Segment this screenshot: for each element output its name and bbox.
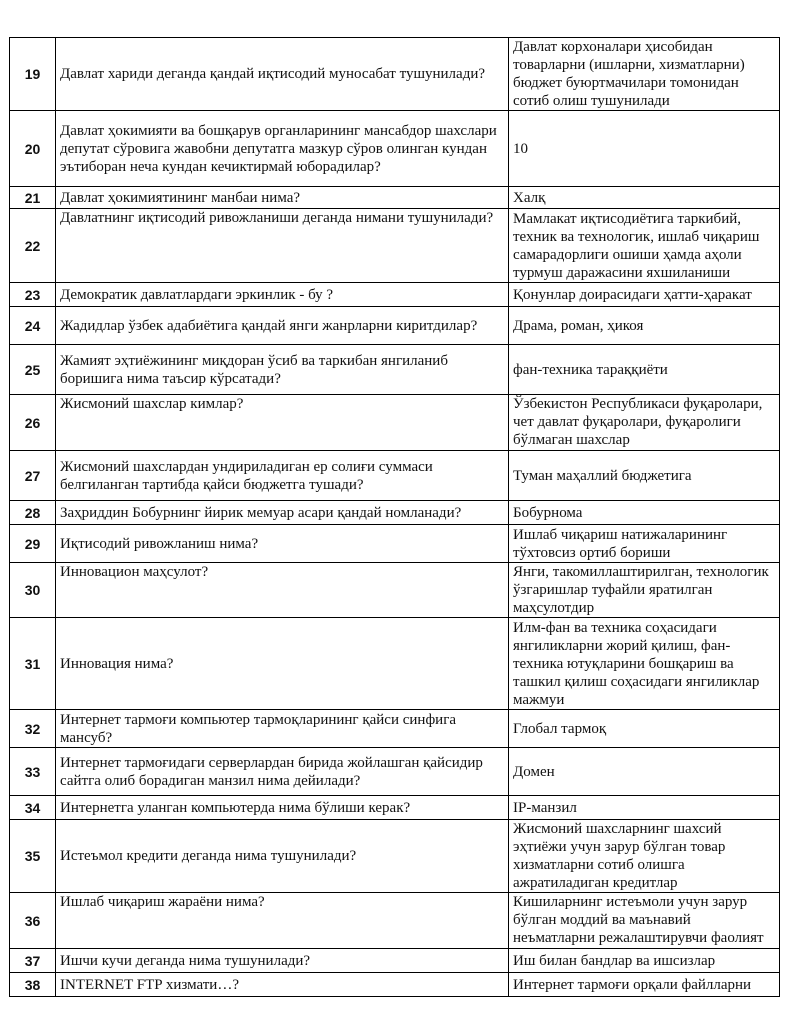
answer-cell: Илм-фан ва техника соҳасидаги янгиликларни жорий қилиш, фан-техника ютуқларини бошқариш ва ташкил қилиш соҳасидаги янгиликлар мажмуи bbox=[509, 618, 780, 710]
answer-cell: Туман маҳаллий бюджетига bbox=[509, 451, 780, 501]
answer-cell: Кишиларнинг истеъмоли учун зарур бўлган моддий ва маънавий неъматларни режалаштирувчи фаолият bbox=[509, 893, 780, 949]
question-cell: Инновация нима? bbox=[56, 618, 509, 710]
table-row bbox=[10, 395, 780, 451]
question-cell: Интернетга уланган компьютерда нима бўлиши керак? bbox=[56, 796, 509, 820]
table-row bbox=[10, 38, 780, 111]
question-cell: Ишлаб чиқариш жараёни нима? bbox=[56, 893, 509, 949]
table-row bbox=[10, 187, 780, 209]
row-number: 24 bbox=[10, 307, 56, 345]
row-number: 31 bbox=[10, 618, 56, 710]
question-cell: Давлат ҳокимияти ва бошқарув органларининг мансабдор шахслари депутат сўровига жавобни депутатга мазкур сўров олинган кундан эътиборан неча кундан кечиктирмай юборадилар? bbox=[56, 111, 509, 187]
answer-cell: Қонунлар доирасидаги ҳатти-ҳаракат bbox=[509, 283, 780, 307]
answer-cell: Ўзбекистон Республикаси фуқаролари, чет давлат фуқаролари, фуқаролиги бўлмаган шахслар bbox=[509, 395, 780, 451]
answer-cell: 10 bbox=[509, 111, 780, 187]
row-number: 35 bbox=[10, 820, 56, 893]
question-cell: Истеъмол кредити деганда нима тушунилади? bbox=[56, 820, 509, 893]
question-cell: Инновацион маҳсулот? bbox=[56, 563, 509, 618]
table-row bbox=[10, 111, 780, 187]
table-row bbox=[10, 796, 780, 820]
question-cell: Давлат хариди деганда қандай иқтисодий муносабат тушунилади? bbox=[56, 38, 509, 111]
table-row bbox=[10, 949, 780, 973]
table-row bbox=[10, 209, 780, 283]
row-number: 30 bbox=[10, 563, 56, 618]
question-cell: Иқтисодий ривожланиш нима? bbox=[56, 525, 509, 563]
question-cell: Давлат ҳокимиятининг манбаи нима? bbox=[56, 187, 509, 209]
answer-cell: Давлат корхоналари ҳисобидан товарларни (ишларни, хизматларни) бюджет буюртмачилари томонидан сотиб олиш тушунилади bbox=[509, 38, 780, 111]
row-number: 36 bbox=[10, 893, 56, 949]
answer-cell: Мамлакат иқтисодиётига таркибий, техник ва технологик, ишлаб чиқариш самарадорлиги ошиши ҳамда аҳоли турмуш даражасини яхшиланиши bbox=[509, 209, 780, 283]
table-row bbox=[10, 283, 780, 307]
table-row bbox=[10, 345, 780, 395]
questions-table bbox=[9, 37, 780, 997]
table-row bbox=[10, 973, 780, 997]
answer-cell: Драма, роман, ҳикоя bbox=[509, 307, 780, 345]
question-cell: Интернет тармоғи компьютер тармоқларининг қайси синфига мансуб? bbox=[56, 710, 509, 748]
table-row bbox=[10, 501, 780, 525]
question-cell: Жадидлар ўзбек адабиётига қандай янги жанрларни киритдилар? bbox=[56, 307, 509, 345]
table-row bbox=[10, 893, 780, 949]
table-row bbox=[10, 710, 780, 748]
row-number: 20 bbox=[10, 111, 56, 187]
question-cell: INTERNET FTP хизмати…? bbox=[56, 973, 509, 997]
row-number: 33 bbox=[10, 748, 56, 796]
question-cell: Заҳриддин Бобурнинг йирик мемуар асари қандай номланади? bbox=[56, 501, 509, 525]
answer-cell: Жисмоний шахсларнинг шахсий эҳтиёжи учун зарур бўлган товар хизматларни сотиб олишга ажратиладиган кредитлар bbox=[509, 820, 780, 893]
row-number: 19 bbox=[10, 38, 56, 111]
answer-cell: Халқ bbox=[509, 187, 780, 209]
row-number: 27 bbox=[10, 451, 56, 501]
row-number: 37 bbox=[10, 949, 56, 973]
table-row bbox=[10, 451, 780, 501]
answer-cell: Домен bbox=[509, 748, 780, 796]
row-number: 28 bbox=[10, 501, 56, 525]
table-row bbox=[10, 525, 780, 563]
row-number: 26 bbox=[10, 395, 56, 451]
question-cell: Ишчи кучи деганда нима тушунилади? bbox=[56, 949, 509, 973]
question-cell: Демократик давлатлардаги эркинлик - бу ? bbox=[56, 283, 509, 307]
question-cell: Жисмоний шахслар кимлар? bbox=[56, 395, 509, 451]
answer-cell: Янги, такомиллаштирилган, технологик ўзгаришлар туфайли яратилган маҳсулотдир bbox=[509, 563, 780, 618]
row-number: 25 bbox=[10, 345, 56, 395]
table-row bbox=[10, 563, 780, 618]
row-number: 32 bbox=[10, 710, 56, 748]
answer-cell: Бобурнома bbox=[509, 501, 780, 525]
row-number: 34 bbox=[10, 796, 56, 820]
table-row bbox=[10, 748, 780, 796]
answer-cell: Иш билан бандлар ва ишсизлар bbox=[509, 949, 780, 973]
row-number: 38 bbox=[10, 973, 56, 997]
question-cell: Жамият эҳтиёжининг миқдоран ўсиб ва таркибан янгиланиб боришига нима таъсир кўрсатади? bbox=[56, 345, 509, 395]
answer-cell: Глобал тармоқ bbox=[509, 710, 780, 748]
row-number: 21 bbox=[10, 187, 56, 209]
question-cell: Давлатнинг иқтисодий ривожланиши деганда нимани тушунилади? bbox=[56, 209, 509, 283]
row-number: 29 bbox=[10, 525, 56, 563]
row-number: 23 bbox=[10, 283, 56, 307]
answer-cell: IP-манзил bbox=[509, 796, 780, 820]
answer-cell: Интернет тармоғи орқали файлларни bbox=[509, 973, 780, 997]
question-cell: Жисмоний шахслардан ундириладиган ер солиғи суммаси белгиланган тартибда қайси бюджетга тушади? bbox=[56, 451, 509, 501]
table-row bbox=[10, 307, 780, 345]
question-cell: Интернет тармоғидаги серверлардан бирида жойлашган қайсидир сайтга олиб борадиган манзил нима дейилади? bbox=[56, 748, 509, 796]
table-row bbox=[10, 820, 780, 893]
table-row bbox=[10, 618, 780, 710]
row-number: 22 bbox=[10, 209, 56, 283]
answer-cell: фан-техника тараққиёти bbox=[509, 345, 780, 395]
answer-cell: Ишлаб чиқариш натижаларининг тўхтовсиз ортиб бориши bbox=[509, 525, 780, 563]
